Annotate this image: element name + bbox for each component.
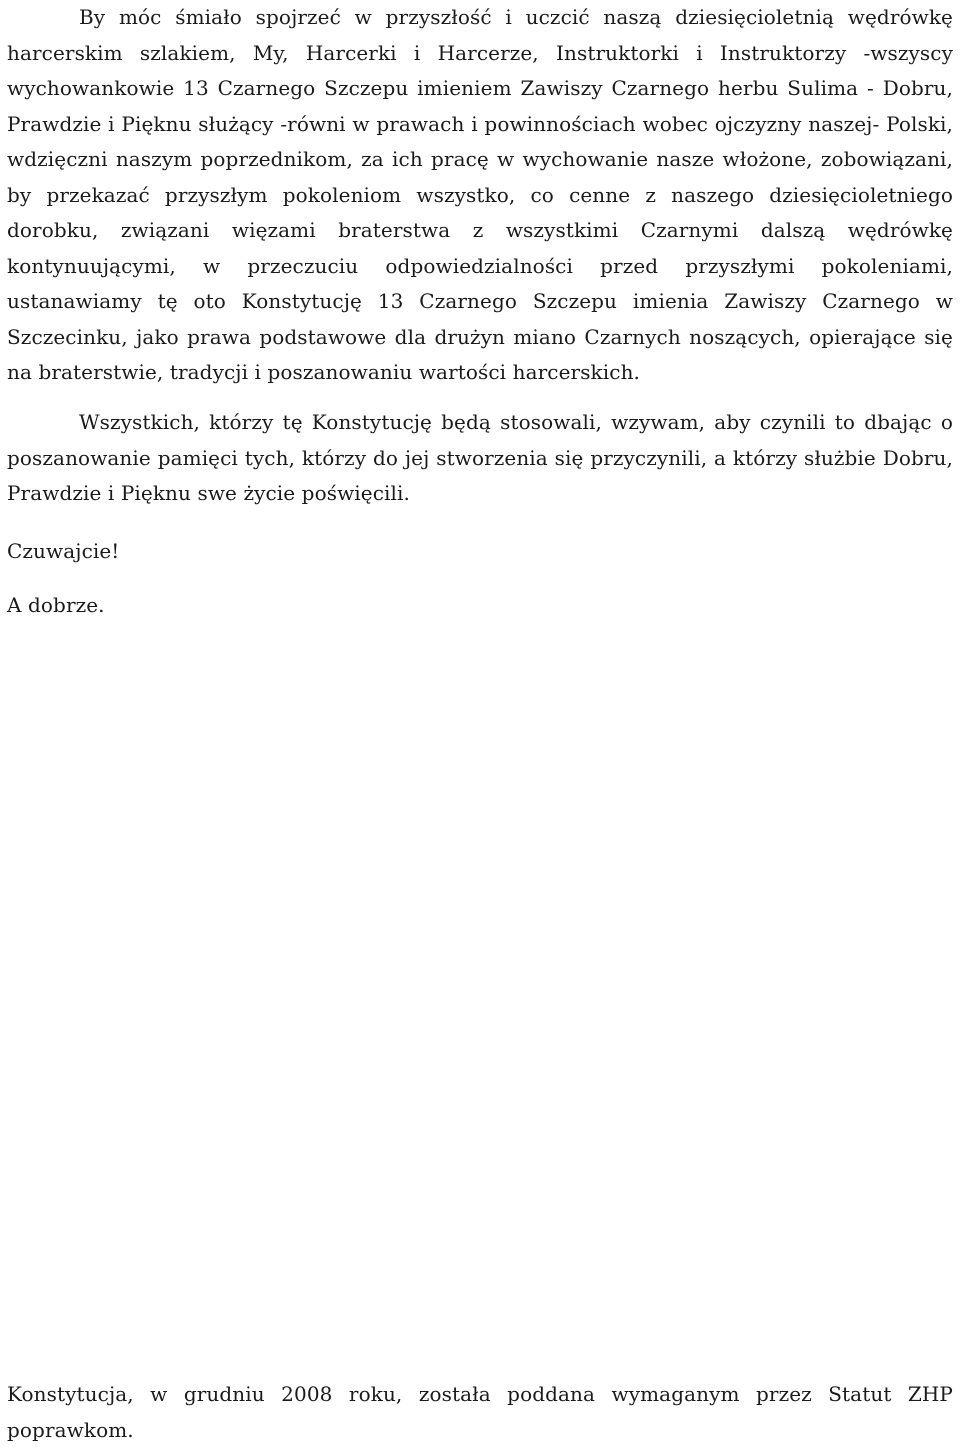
greeting-line: Czuwajcie! — [7, 539, 120, 563]
footer-note: Konstytucja, w grudniu 2008 roku, została poddana wymaganym przez Statut ZHP poprawkom. — [7, 1382, 953, 1442]
response-line: A dobrze. — [7, 593, 105, 617]
appeal-paragraph: Wszystkich, którzy tę Konstytucję będą stosowali, wzywam, aby czynili to dbając o poszanowanie pamięci tych, którzy do jej stworzenia się przyczynili, a którzy służbie Dobru, Prawdzie i Pięknu swe życie poświęcili. — [7, 410, 953, 505]
preamble-paragraph: By móc śmiało spojrzeć w przyszłość i uczcić naszą dziesięcioletnią wędrówkę harcerskim szlakiem, My, Harcerki i Harcerze, Instruktorki i Instruktorzy -wszyscy wychowankowie 13 Czarnego Szczepu imieniem Zawiszy Czarnego herbu Sulima - Dobru, Prawdzie i Pięknu służący -równi w prawach i powinnościach wobec ojczyzny naszej- Polski, wdzięczni naszym poprzednikom, za ich pracę w wychowanie nasze włożone, zobowiązani, by przekazać przyszłym pokoleniom wszystko, co cenne z naszego dziesięcioletniego dorobku, związani więzami braterstwa z wszystkimi Czarnymi dalszą wędrówkę kontynuującymi, w przeczuciu odpowiedzialności przed przyszłymi pokoleniami, ustanawiamy tę oto Konstytucję 13 Czarnego Szczepu imienia Zawiszy Czarnego w Szczecinku, jako prawa podstawowe dla drużyn miano Czarnych noszących, opierające się na braterstwie, tradycji i poszanowaniu wartości harcerskich. — [7, 5, 953, 384]
